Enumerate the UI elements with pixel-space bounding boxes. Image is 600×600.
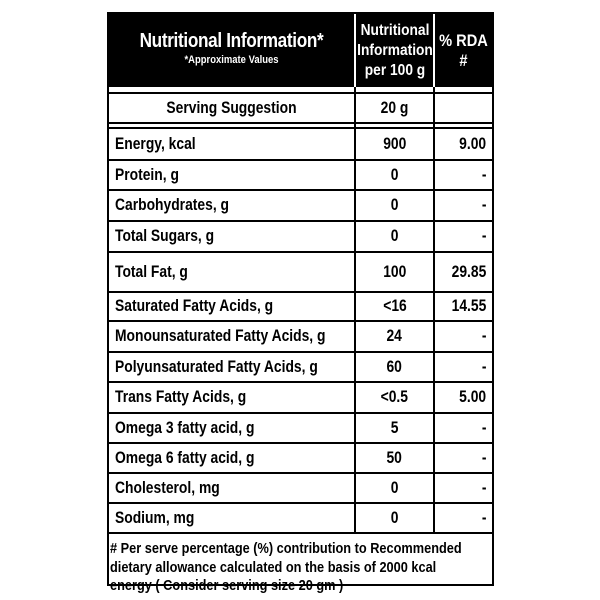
- nutrient-name-cell: [109, 414, 354, 442]
- nutrient-value-cell: [354, 383, 433, 412]
- nutrient-name: Trans Fatty Acids, g: [115, 388, 247, 406]
- nutrient-value-cell: [354, 504, 433, 532]
- table-row: [109, 189, 492, 220]
- footnote-line: dietary allowance calculated on the basis of 2000 kcal: [110, 559, 437, 576]
- nutrient-rda: -: [481, 357, 486, 376]
- column-header-per-100g: [354, 14, 433, 87]
- rda-label: % RDA #: [439, 30, 488, 70]
- nutrient-rda: 5.00: [459, 388, 486, 406]
- nutrient-rda-cell: [433, 129, 492, 159]
- serving-label-cell: [109, 94, 354, 122]
- nutrient-rda-cell: [433, 222, 492, 251]
- nutrient-name-cell: [109, 161, 354, 189]
- approximate-values-note: *Approximate Values: [184, 54, 279, 66]
- nutrient-name-cell: [109, 504, 354, 532]
- nutrient-value: 60: [386, 357, 403, 376]
- nutrient-name-cell: [109, 322, 354, 351]
- header-title-block: [109, 14, 354, 87]
- nutrient-value: <16: [382, 297, 407, 315]
- table-row: [109, 159, 492, 189]
- serving-row: [109, 92, 492, 122]
- table-row: [109, 412, 492, 442]
- table-row: [109, 220, 492, 251]
- nutrient-rda-cell: [433, 161, 492, 189]
- nutrient-name-cell: [109, 253, 354, 291]
- nutrient-name-cell: [109, 293, 354, 320]
- nutrient-value: 50: [386, 448, 403, 467]
- nutrient-value-cell: [354, 293, 433, 320]
- nutrient-value: 0: [390, 508, 399, 527]
- nutrient-rda: -: [481, 448, 486, 467]
- nutrient-name: Energy, kcal: [115, 134, 196, 153]
- nutrient-name-cell: [109, 222, 354, 251]
- nutrient-name: Saturated Fatty Acids, g: [115, 297, 274, 315]
- nutrient-value-cell: [354, 129, 433, 159]
- column-header-rda: [433, 14, 492, 87]
- nutrient-value: 0: [390, 165, 399, 184]
- nutrient-rda: -: [481, 478, 486, 497]
- table-row: [109, 442, 492, 472]
- nutrient-rda-cell: [433, 383, 492, 412]
- rda-footnote: [109, 532, 492, 596]
- nutrient-name: Polyunsaturated Fatty Acids, g: [115, 357, 318, 376]
- table-row: [109, 127, 492, 159]
- nutrient-name-cell: [109, 444, 354, 472]
- nutrition-label: [107, 12, 494, 594]
- nutrient-rda-cell: [433, 444, 492, 472]
- nutrient-rda: -: [481, 165, 486, 184]
- table-row: [109, 381, 492, 412]
- nutrient-value: 5: [390, 418, 399, 437]
- nutrient-name: Omega 3 fatty acid, g: [115, 418, 255, 437]
- nutrient-rda: 9.00: [459, 134, 486, 153]
- nutrient-rda-cell: [433, 253, 492, 291]
- nutrient-value-cell: [354, 191, 433, 220]
- per-100g-label: Nutritional Information per 100 g: [356, 21, 433, 79]
- table-row: [109, 320, 492, 351]
- nutrient-value-cell: [354, 322, 433, 351]
- nutrient-name-cell: [109, 353, 354, 381]
- serving-value-cell: [354, 94, 433, 122]
- nutrient-value-cell: [354, 161, 433, 189]
- nutrient-value: 0: [390, 227, 399, 245]
- nutrient-rda: -: [481, 196, 486, 214]
- serving-rda-cell: [433, 94, 492, 122]
- serving-label: Serving Suggestion: [166, 98, 297, 117]
- nutrient-name: Cholesterol, mg: [115, 478, 220, 497]
- nutrient-rda-cell: [433, 293, 492, 320]
- table-row: [109, 502, 492, 532]
- nutrient-name-cell: [109, 129, 354, 159]
- nutrient-name-cell: [109, 474, 354, 502]
- nutrient-value-cell: [354, 253, 433, 291]
- nutrient-name: Carbohydrates, g: [115, 196, 229, 214]
- nutrient-value-cell: [354, 474, 433, 502]
- nutrient-rda-cell: [433, 191, 492, 220]
- table-row: [109, 472, 492, 502]
- nutrient-rda: -: [481, 508, 486, 527]
- table-header: [109, 14, 492, 87]
- nutrient-name: Monounsaturated Fatty Acids, g: [115, 327, 326, 345]
- nutrient-rda: -: [481, 327, 486, 345]
- nutrient-value-cell: [354, 353, 433, 381]
- table-row: [109, 291, 492, 320]
- nutrient-value-cell: [354, 414, 433, 442]
- footnote-line: energy ( Consider serving size 20 gm ): [110, 578, 344, 594]
- nutrient-name-cell: [109, 191, 354, 220]
- nutrient-rda: -: [481, 418, 486, 437]
- nutrient-value-cell: [354, 444, 433, 472]
- nutrient-rda-cell: [433, 322, 492, 351]
- nutrient-rda-cell: [433, 474, 492, 502]
- nutrient-name: Sodium, mg: [115, 508, 195, 527]
- footnote-line: # Per serve percentage (%) contribution to Recommended: [110, 541, 462, 557]
- nutrient-name: Total Fat, g: [115, 262, 188, 281]
- nutrient-rda: 14.55: [451, 297, 486, 315]
- nutrient-value: 0: [390, 478, 399, 497]
- nutrient-name: Protein, g: [115, 165, 179, 184]
- nutrient-value: 900: [382, 134, 407, 153]
- nutrient-value: <0.5: [380, 388, 409, 406]
- nutrient-name: Total Sugars, g: [115, 227, 215, 245]
- nutrient-rda-cell: [433, 414, 492, 442]
- nutrient-rda: -: [481, 227, 486, 245]
- nutrition-title: Nutritional Information*: [139, 30, 324, 52]
- nutrient-rda-cell: [433, 504, 492, 532]
- table-row: [109, 251, 492, 291]
- nutrient-name-cell: [109, 383, 354, 412]
- table-row: [109, 351, 492, 381]
- nutrient-value: 24: [386, 327, 403, 345]
- serving-value: 20 g: [380, 98, 409, 117]
- nutrient-rda-cell: [433, 353, 492, 381]
- nutrient-value: 0: [390, 196, 399, 214]
- nutrient-value: 100: [382, 262, 407, 281]
- nutrient-value-cell: [354, 222, 433, 251]
- nutrient-rda: 29.85: [451, 262, 486, 281]
- nutrient-name: Omega 6 fatty acid, g: [115, 448, 255, 467]
